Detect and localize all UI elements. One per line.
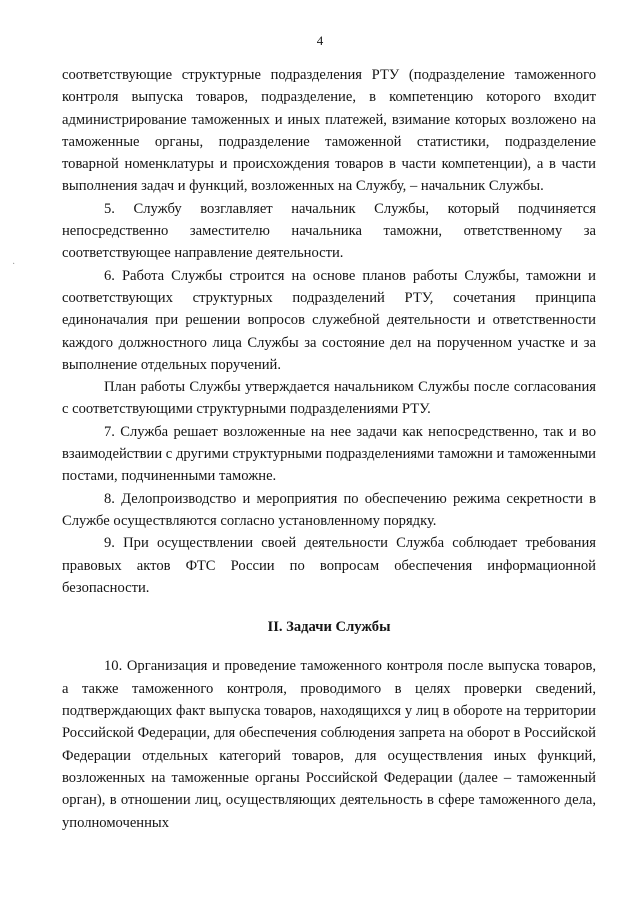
- document-body: [62, 64, 596, 834]
- paragraph: 10. Организация и проведение таможенного контроля после выпуска товаров, а также таможенного контроля, проводимого в целях проверки сведений, подтверждающих факт выпуска товаров, находящихся у лиц в обороте на территории Российской Федерации, для обеспечения соблюдения запрета на оборот в Российской Федерации отдельных категорий товаров, для осуществления иных функций, возложенных на таможенные органы Российской Федерации (далее – таможенный орган), в отношении лиц, осуществляющих деятельность в сфере таможенного дела, уполномоченных: [62, 658, 596, 831]
- paragraph: 5. Службу возглавляет начальник Службы, который подчиняется непосредственно заместителю начальника таможни, ответственному за соответствующее направление деятельности.: [62, 200, 596, 262]
- section-heading: II. Задачи Службы: [267, 619, 391, 636]
- paragraph: 6. Работа Службы строится на основе планов работы Службы, таможни и соответствующих структурных подразделений РТУ, сочетания принципа единоначалия при решении вопросов служебной деятельности и ответственности каждого должностного лица Службы за состояние дел на порученном участке и за выполнение отдельных поручений.: [62, 267, 596, 373]
- scan-mark: ·: [12, 259, 16, 270]
- paragraph: План работы Службы утверждается начальником Службы после согласования с соответствующими структурными подразделениями РТУ.: [62, 379, 596, 418]
- paragraph: 9. При осуществлении своей деятельности Служба соблюдает требования правовых актов ФТС России по вопросам обеспечения информационной безопасности.: [62, 535, 596, 596]
- paragraph: 8. Делопроизводство и мероприятия по обеспечению режима секретности в Службе осуществляются согласно установленному порядку.: [62, 490, 596, 529]
- page-number: 4: [316, 33, 324, 48]
- paragraph: соответствующие структурные подразделения РТУ (подразделение таможенного контроля выпуска товаров, подразделение, в компетенцию которого входит администрирование таможенных и иных платежей, взимание которых возложено на таможенные органы, подразделение таможенной статистики, подразделение товарной номенклатуры и происхождения товаров в части компетенции), а в части выполнения задач и функций, возложенных на Службу, – начальник Службы.: [62, 67, 596, 195]
- section-after-heading: [62, 655, 596, 833]
- section-before-heading: [62, 64, 596, 599]
- paragraph: 7. Служба решает возложенные на нее задачи как непосредственно, так и во взаимодействии с другими структурными подразделениями таможни и таможенными постами, подчиненными таможне.: [62, 423, 596, 485]
